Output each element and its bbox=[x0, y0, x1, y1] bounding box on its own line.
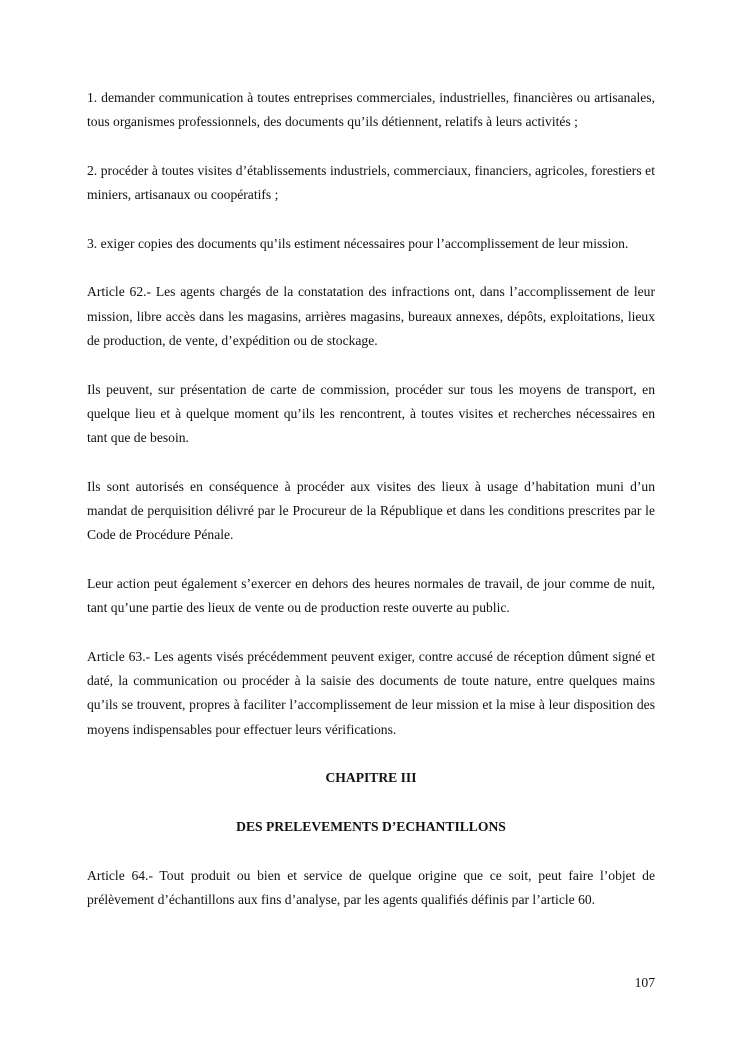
article-62-paragraph: Article 62.- Les agents chargés de la constatation des infractions ont, dans l’accomplissement de leur mission, libre accès dans les magasins, arrières magasins, bureaux annexes, dépôts, exploitations, lieux de production, de vente, d’expédition ou de stockage. bbox=[87, 284, 655, 348]
list-item-2: 2. procéder à toutes visites d’établissements industriels, commerciaux, financiers, agricoles, forestiers et miniers, artisanaux ou coopératifs ; bbox=[87, 162, 655, 203]
article-63-paragraph: Article 63.- Les agents visés précédemment peuvent exiger, contre accusé de réception dûment signé et daté, la communication ou procéder à la saisie des documents de toute nature, entre quelques mains qu’ils se trouvent, propres à faciliter l’accomplissement de leur mission et la mise à leur disposition des moyens indispensables pour effectuer leurs vérifications. bbox=[87, 648, 655, 737]
chapter-title: CHAPITRE III bbox=[325, 770, 417, 786]
working-hours-paragraph: Leur action peut également s’exercer en dehors des heures normales de travail, de jour comme de nuit, tant qu’une partie des lieux de vente ou de production reste ouverte au public. bbox=[87, 575, 655, 616]
article-64-paragraph: Article 64.- Tout produit ou bien et service de quelque origine que ce soit, peut faire l’objet de prélèvement d’échantillons aux fins d’analyse, par les agents qualifiés définis par l’article 60. bbox=[87, 867, 655, 907]
page-number: 107 bbox=[634, 975, 655, 990]
document-page bbox=[87, 86, 655, 912]
list-item-3: 3. exiger copies des documents qu’ils estiment nécessaires pour l’accomplissement de leur mission. bbox=[87, 235, 629, 251]
list-item-1: 1. demander communication à toutes entreprises commerciales, industrielles, financières ou artisanales, tous organismes professionnels, des documents qu’ils détiennent, relatifs à leurs activités ; bbox=[87, 90, 655, 130]
chapter-subtitle: DES PRELEVEMENTS D’ECHANTILLONS bbox=[236, 818, 506, 834]
transport-visits-paragraph: Ils peuvent, sur présentation de carte de commission, procéder sur tous les moyens de transport, en quelque lieu et à quelque moment qu’ils les rencontrent, à toutes visites et recherches nécessaires en tant que de besoin. bbox=[87, 381, 655, 446]
dwelling-visits-paragraph: Ils sont autorisés en conséquence à procéder aux visites des lieux à usage d’habitation muni d’un mandat de perquisition délivré par le Procureur de la République et dans les conditions prescrites par le Code de Procédure Pénale. bbox=[87, 478, 655, 543]
